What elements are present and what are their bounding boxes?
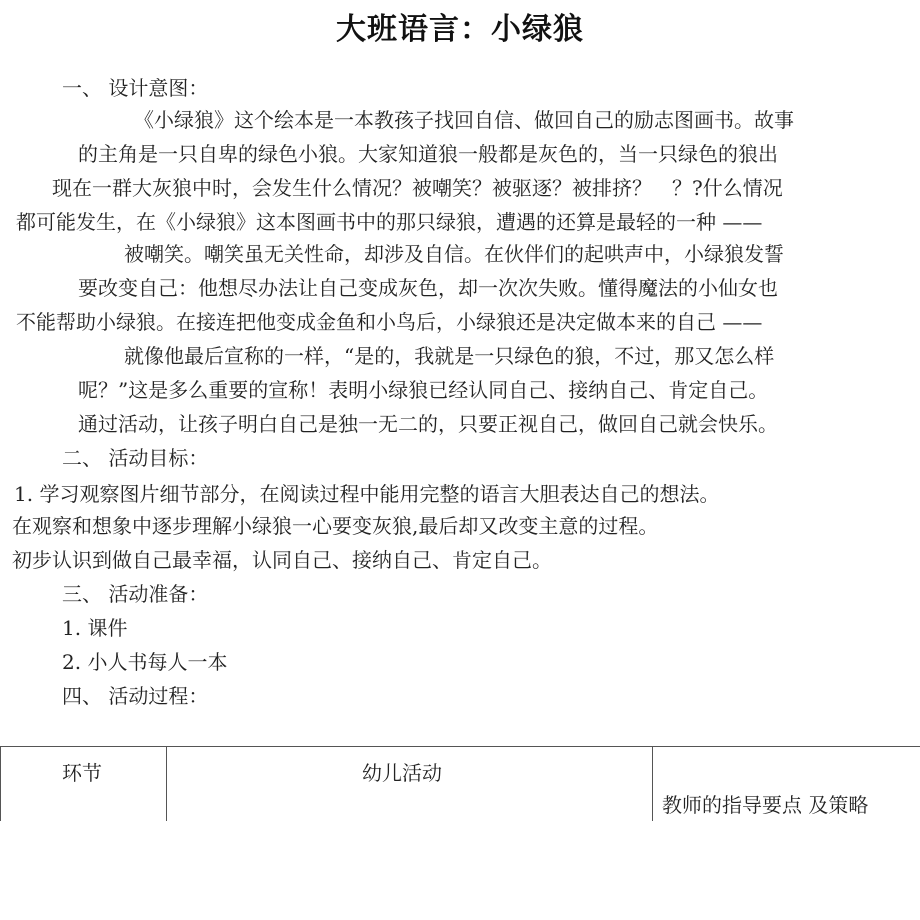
table-divider bbox=[166, 747, 167, 821]
design-paragraph-line: 《小绿狼》这个绘本是一本教孩子找回自信、做回自己的励志图画书。故事 bbox=[134, 108, 794, 132]
design-paragraph-line: 现在一群大灰狼中时，会发生什么情况？被嘲笑？被驱逐？被排挤？ ？?什么情况 bbox=[52, 176, 783, 200]
goal-item: 在观察和想象中逐步理解小绿狼一心要变灰狼,最后却又改变主意的过程。 bbox=[12, 514, 659, 538]
goal-item: 1. 学习观察图片细节部分，在阅读过程中能用完整的语言大胆表达自己的想法。 bbox=[14, 482, 720, 506]
design-paragraph-line: 通过活动，让孩子明白自己是独一无二的，只要正视自己，做回自己就会快乐。 bbox=[78, 412, 778, 436]
goal-item: 初步认识到做自己最幸福，认同自己、接纳自己、肯定自己。 bbox=[12, 548, 552, 572]
design-paragraph-line: 要改变自己：他想尽办法让自己变成灰色，却一次次失败。懂得魔法的小仙女也 bbox=[78, 276, 778, 300]
design-paragraph-line: 被嘲笑。嘲笑虽无关性命，却涉及自信。在伙伴们的起哄声中，小绿狼发誓 bbox=[124, 242, 784, 266]
design-paragraph-line: 都可能发生，在《小绿狼》这本图画书中的那只绿狼，遭遇的还算是最轻的一种 —— bbox=[16, 210, 763, 234]
activity-table bbox=[0, 746, 920, 821]
section-heading-design: 一、 设计意图： bbox=[62, 76, 209, 100]
prep-item: 2. 小人书每人一本 bbox=[62, 650, 228, 674]
table-header-stage: 环节 bbox=[62, 761, 102, 785]
prep-item: 1. 课件 bbox=[62, 616, 128, 640]
table-header-child-activity: 幼儿活动 bbox=[362, 761, 442, 785]
page-title: 大班语言：小绿狼 bbox=[336, 12, 584, 47]
table-divider bbox=[652, 747, 653, 821]
section-heading-goals: 二、 活动目标： bbox=[62, 446, 209, 470]
design-paragraph-line: 的主角是一只自卑的绿色小狼。大家知道狼一般都是灰色的，当一只绿色的狼出 bbox=[78, 142, 778, 166]
table-border-left bbox=[0, 747, 1, 821]
section-heading-prep: 三、 活动准备： bbox=[62, 582, 209, 606]
design-paragraph-line: 呢？”这是多么重要的宣称！表明小绿狼已经认同自己、接纳自己、肯定自己。 bbox=[78, 378, 769, 402]
design-paragraph-line: 不能帮助小绿狼。在接连把他变成金鱼和小鸟后，小绿狼还是决定做本来的自己 —— bbox=[16, 310, 763, 334]
design-paragraph-line: 就像他最后宣称的一样，“是的，我就是一只绿色的狼，不过，那又怎么样 bbox=[124, 344, 775, 368]
table-header-teacher-guidance: 教师的指导要点 及策略 bbox=[662, 793, 869, 817]
section-heading-process: 四、 活动过程： bbox=[62, 684, 209, 708]
